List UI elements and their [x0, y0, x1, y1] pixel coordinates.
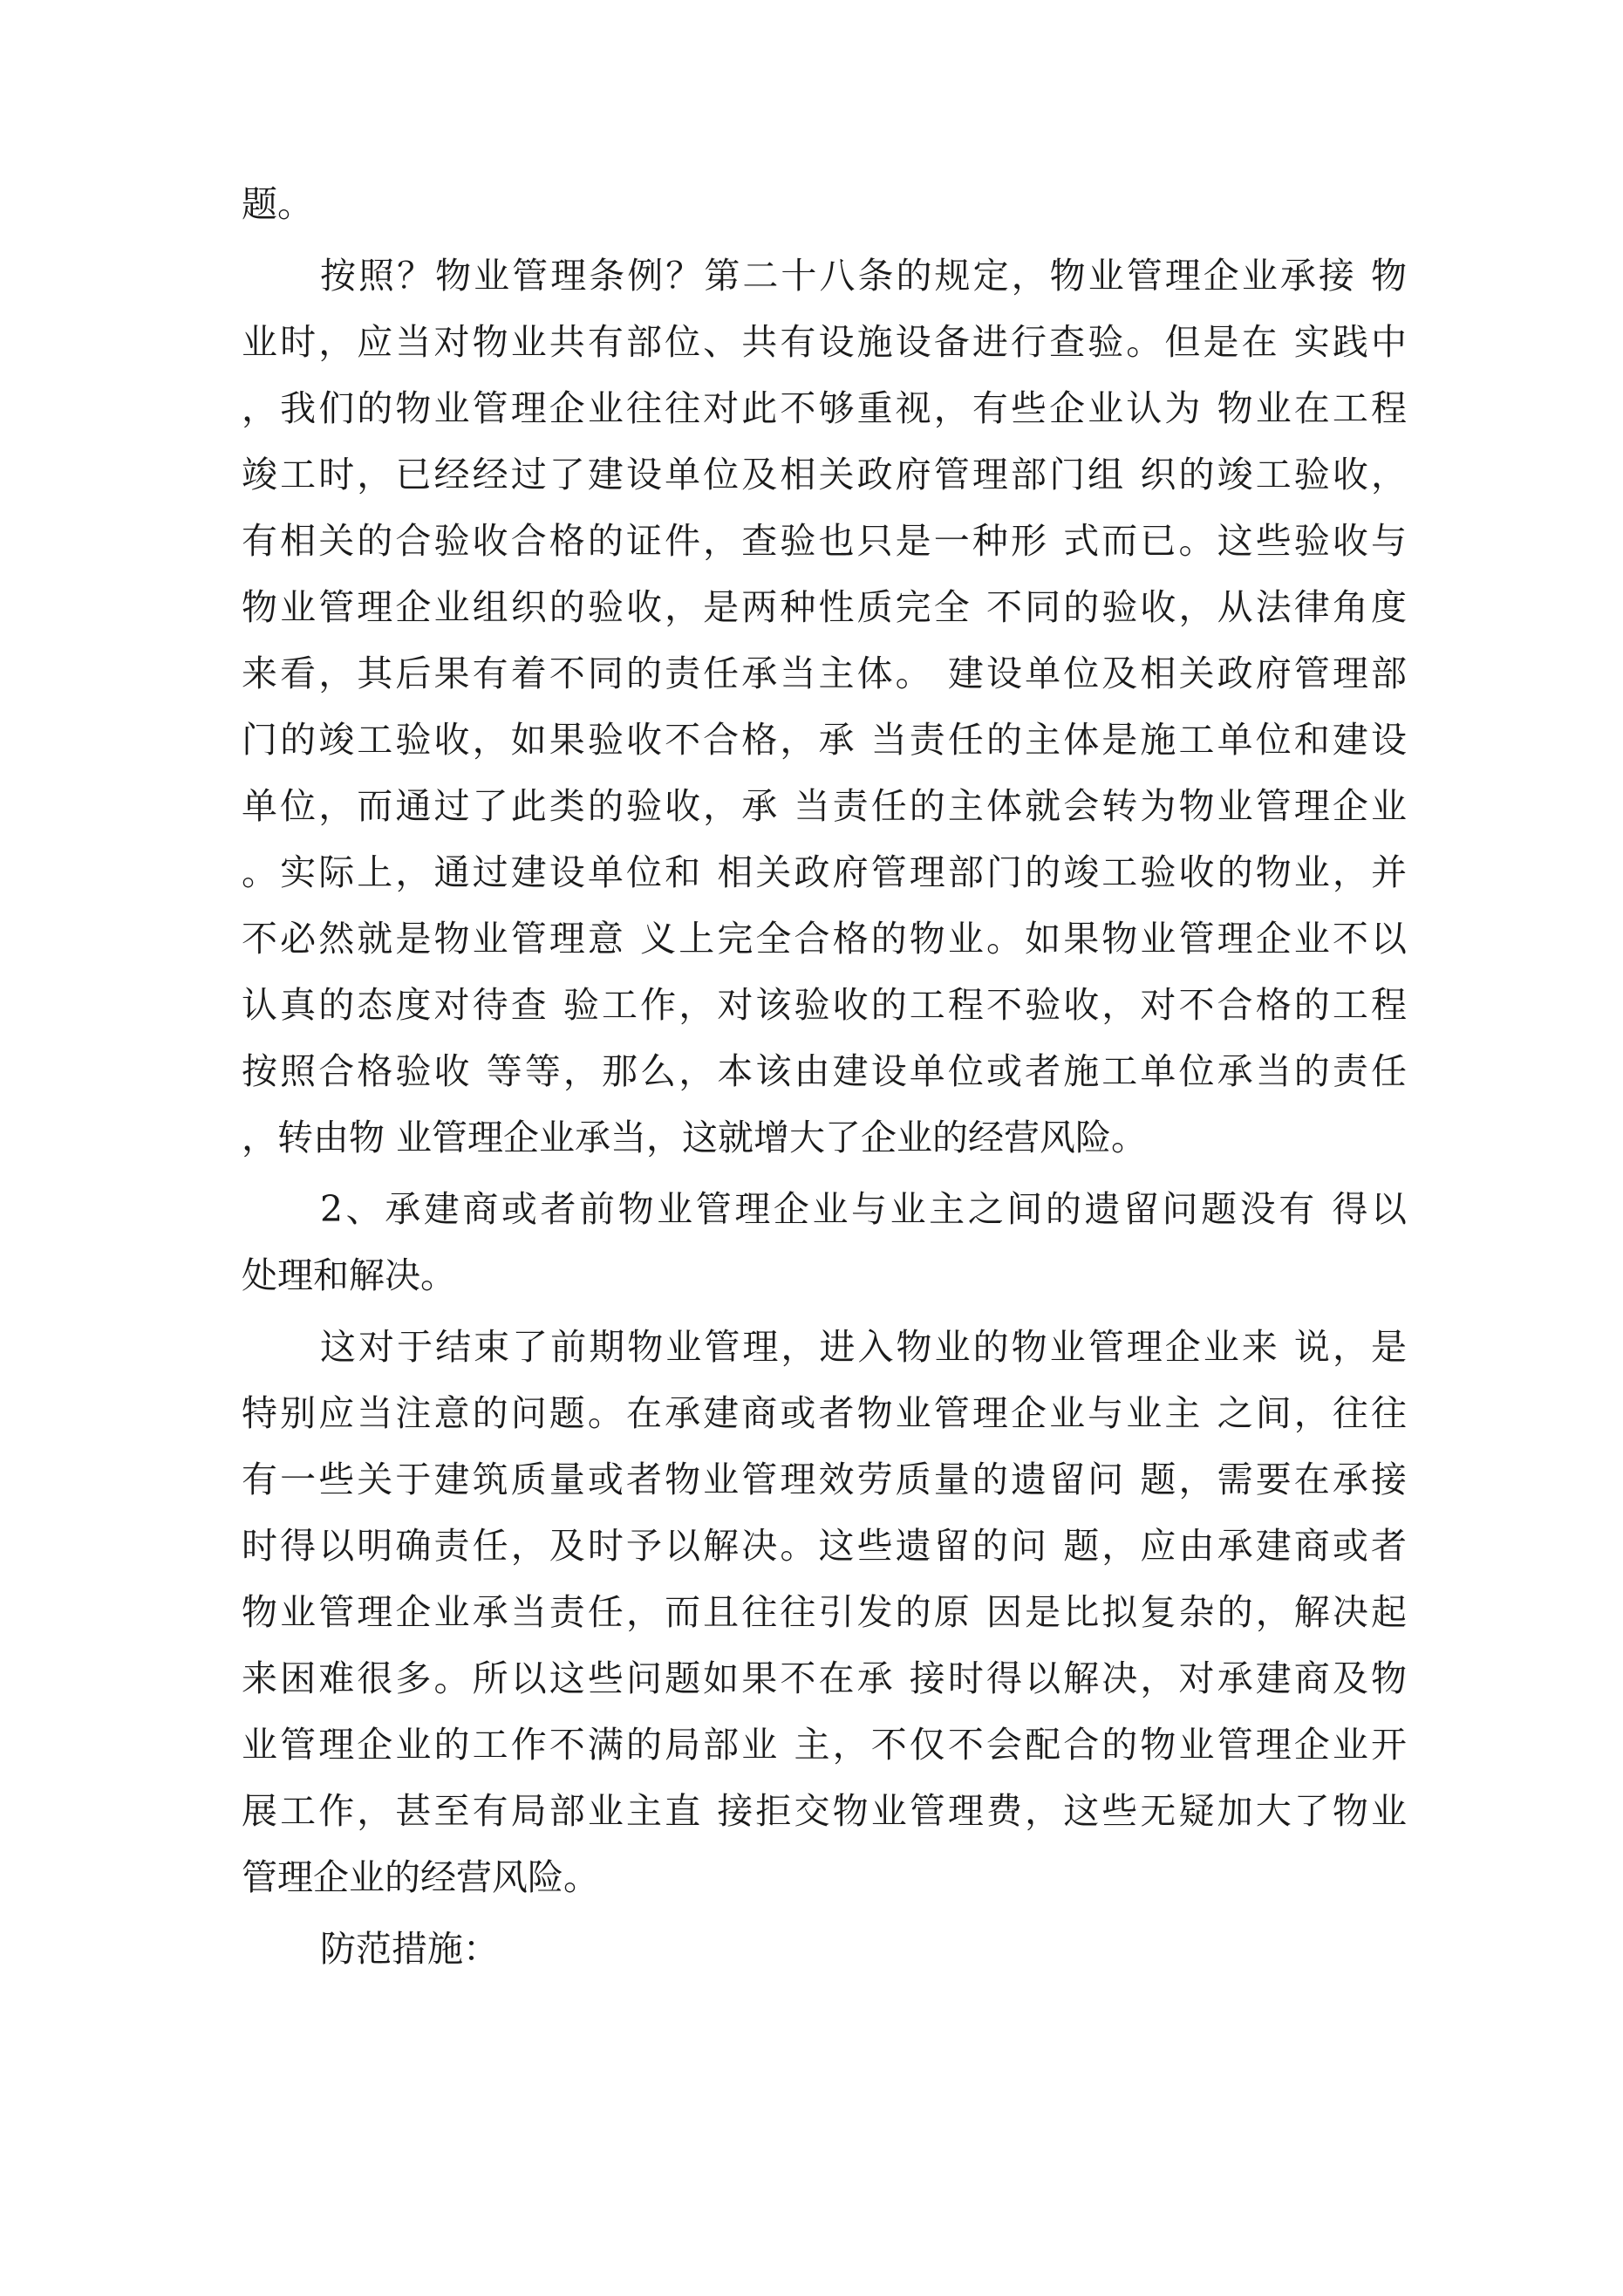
text-line: 来看，其后果有着不同的责任承当主体。 建设单位及相关政府管理部 [242, 653, 1407, 694]
text-line: 物业管理企业组织的验收，是两种性质完全 不同的验收，从法律角度 [242, 586, 1407, 628]
text-line: 特别应当注意的问题。在承建商或者物业管理企业与业主 之间，往往 [242, 1392, 1407, 1434]
document-body [242, 171, 1407, 1982]
text-line: 时得以明确责任，及时予以解决。这些遗留的问 题，应由承建商或者 [242, 1525, 1407, 1567]
text-line: 处理和解决。 [242, 1254, 456, 1296]
text-line: 。实际上，通过建设单位和 相关政府管理部门的竣工验收的物业，并 [242, 851, 1407, 893]
text-line: 展工作，甚至有局部业主直 接拒交物业管理费，这些无疑加大了物业 [242, 1790, 1407, 1832]
text-line: ，转由物 业管理企业承当，这就增大了企业的经营风险。 [242, 1117, 1148, 1158]
text-line: 管理企业的经营风险。 [242, 1856, 599, 1898]
text-line: 题。 [242, 183, 313, 225]
text-line: 防范措施： [320, 1928, 499, 1970]
text-line: 业管理企业的工作不满的局部业 主，不仅不会配合的物业管理企业开 [242, 1724, 1407, 1766]
text-line: 有相关的合验收合格的证件，查验也只是一种形 式而已。这些验收与 [242, 520, 1407, 562]
text-line: 按照合格验收 等等，那么，本该由建设单位或者施工单位承当的责任 [242, 1050, 1407, 1092]
text-line: 这对于结束了前期物业管理，进入物业的物业管理企业来 说，是 [320, 1326, 1407, 1368]
text-line: 业时，应当对物业共有部位、共有设施设备进行查验。但是在 实践中 [242, 321, 1407, 363]
text-line: 2、承建商或者前物业管理企业与业主之间的遗留问题没有 得以 [320, 1188, 1407, 1230]
text-line: 竣工时，已经经过了建设单位及相关政府管理部门组 织的竣工验收， [242, 454, 1407, 495]
text-line: 有一些关于建筑质量或者物业管理效劳质量的遗留问 题，需要在承接 [242, 1459, 1407, 1500]
text-line: 按照？物业管理条例？第二十八条的规定，物业管理企业承接 物 [320, 255, 1407, 297]
text-line: 认真的态度对待查 验工作，对该验收的工程不验收，对不合格的工程 [242, 984, 1407, 1026]
text-line: 物业管理企业承当责任，而且往往引发的原 因是比拟复杂的，解决起 [242, 1591, 1407, 1633]
text-line: 门的竣工验收，如果验收不合格，承 当责任的主体是施工单位和建设 [242, 719, 1407, 761]
text-line: 不必然就是物业管理意 义上完全合格的物业。如果物业管理企业不以 [242, 918, 1407, 960]
text-line: 来困难很多。所以这些问题如果不在承 接时得以解决，对承建商及物 [242, 1657, 1407, 1699]
text-line: ，我们的物业管理企业往往对此不够重视，有些企业认为 物业在工程 [242, 387, 1407, 429]
text-line: 单位，而通过了此类的验收，承 当责任的主体就会转为物业管理企业 [242, 785, 1407, 827]
